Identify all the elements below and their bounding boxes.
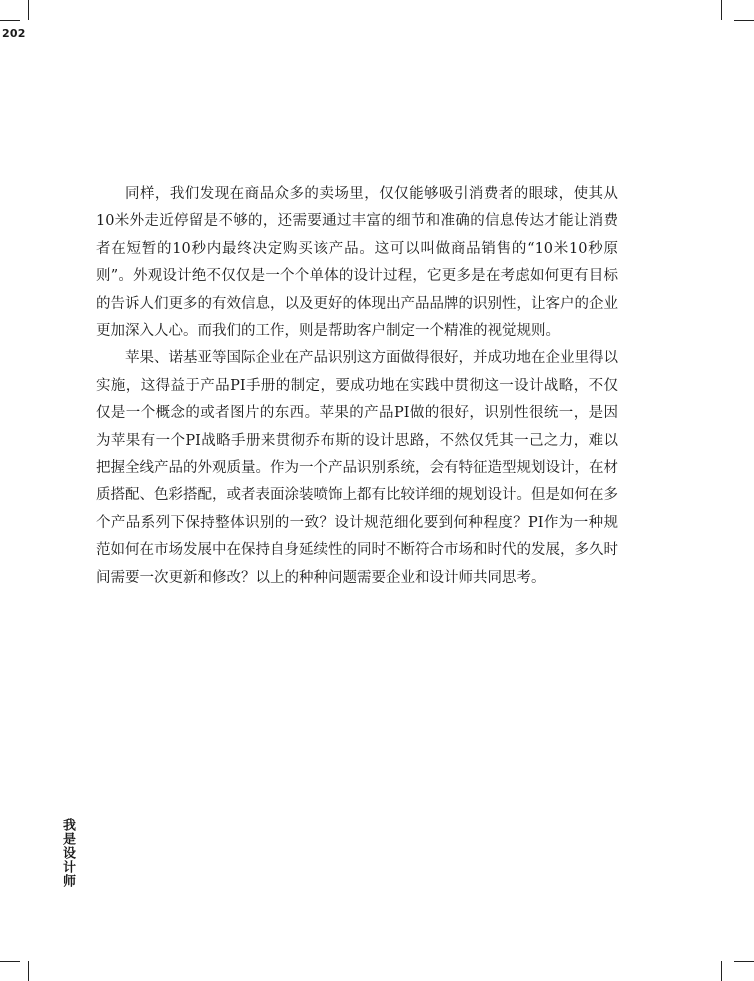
body-text: [96, 181, 618, 592]
crop-mark-top-right-horizontal: [734, 20, 754, 21]
paragraph: 同样，我们发现在商品众多的卖场里，仅仅能够吸引消费者的眼球，使其从10米外走近停留是不够的，还需要通过丰富的细节和准确的信息传达才能让消费者在短暂的10秒内最终决定购买该产品。这可以叫做商品销售的“10米10秒原则”。外观设计绝不仅仅是一个个单体的设计过程，它更多是在考虑如何更有目标的告诉人们更多的有效信息，以及更好的体现出产品品牌的识别性，让客户的企业更加深入人心。而我们的工作，则是帮助客户制定一个精准的视觉规则。: [96, 186, 618, 340]
crop-mark-bottom-left-vertical: [28, 961, 29, 981]
crop-mark-top-right-vertical: [721, 0, 722, 20]
paragraph: 苹果、诺基亚等国际企业在产品识别这方面做得很好，并成功地在企业里得以实施，这得益于产品PI手册的制定，要成功地在实践中贯彻这一设计战略，不仅仅是一个概念的或者图片的东西。苹果的产品PI做的很好，识别性很统一，是因为苹果有一个PI战略手册来贯彻乔布斯的设计思路，不然仅凭其一己之力，难以把握全线产品的外观质量。作为一个产品识别系统，会有特征造型规划设计，在材质搭配、色彩搭配，或者表面涂装喷饰上都有比较详细的规划设计。但是如何在多个产品系列下保持整体识别的一致？设计规范细化要到何种程度？PI作为一种规范如何在市场发展中在保持自身延续性的同时不断符合市场和时代的发展，多久时间需要一次更新和修改？以上的种种问题需要企业和设计师共同思考。: [96, 350, 618, 586]
side-running-title: 我是设计师: [60, 818, 75, 888]
page-number: 202: [2, 27, 26, 40]
crop-mark-top-left-vertical: [28, 0, 29, 20]
crop-mark-bottom-right-vertical: [721, 961, 722, 981]
crop-mark-bottom-left-horizontal: [0, 961, 20, 962]
crop-mark-top-left-horizontal: [0, 20, 20, 21]
crop-mark-bottom-right-horizontal: [734, 961, 754, 962]
